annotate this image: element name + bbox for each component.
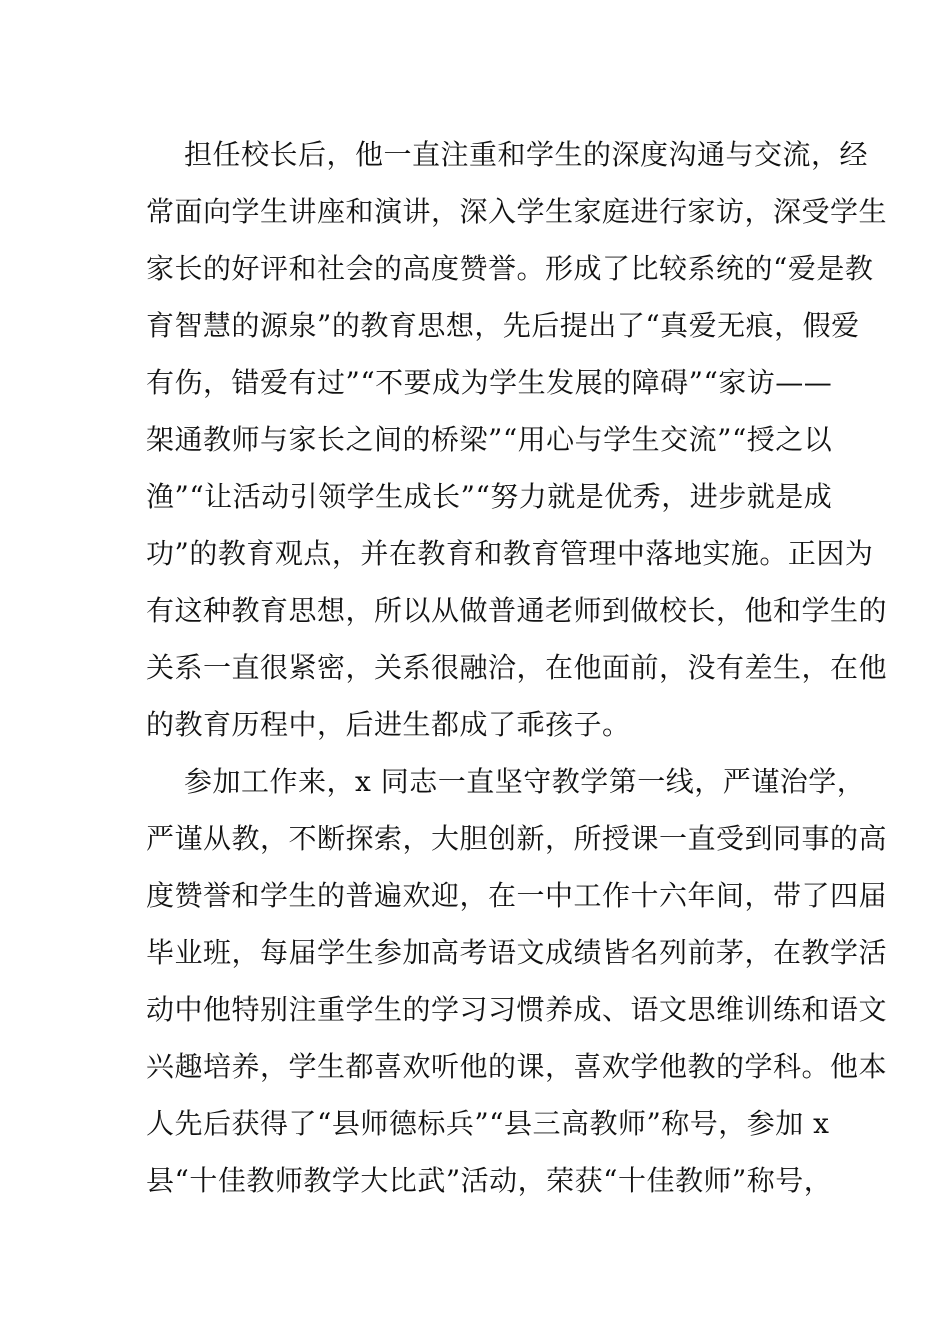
text-line: 严谨从教，不断探索，大胆创新，所授课一直受到同事的高 xyxy=(146,822,888,855)
text-line: 担任校长后，他一直注重和学生的深度沟通与交流，经 xyxy=(184,138,869,171)
paragraph xyxy=(146,753,888,1209)
text-line: 功”的教育观点，并在教育和教育管理中落地实施。正因为 xyxy=(146,537,874,570)
text-line: 的教育历程中，后进生都成了乖孩子。 xyxy=(146,708,631,741)
text-line: 有伤，错爱有过”“不要成为学生发展的障碍”“家访—— xyxy=(146,366,833,399)
text-line: 常面向学生讲座和演讲，深入学生家庭进行家访，深受学生 xyxy=(146,195,888,228)
text-line: 人先后获得了“县师德标兵”“县三高教师”称号，参加 x xyxy=(146,1107,830,1140)
text-line: 渔”“让活动引领学生成长”“努力就是优秀，进步就是成 xyxy=(146,480,833,513)
text-line: 兴趣培养，学生都喜欢听他的课，喜欢学他教的学科。他本 xyxy=(146,1050,888,1083)
text-line: 动中他特别注重学生的学习习惯养成、语文思维训练和语文 xyxy=(146,993,888,1026)
text-line: 度赞誉和学生的普遍欢迎，在一中工作十六年间，带了四届 xyxy=(146,879,888,912)
text-line: 家长的好评和社会的高度赞誉。形成了比较系统的“爱是教 xyxy=(146,252,874,285)
text-line: 毕业班，每届学生参加高考语文成绩皆名列前茅，在教学活 xyxy=(146,936,888,969)
text-line: 参加工作来，x 同志一直坚守教学第一线，严谨治学， xyxy=(184,765,866,798)
text-line: 关系一直很紧密，关系很融洽，在他面前，没有差生，在他 xyxy=(146,651,888,684)
text-line: 育智慧的源泉”的教育思想，先后提出了“真爱无痕，假爱 xyxy=(146,309,860,342)
document-body xyxy=(146,126,888,1209)
text-line: 架通教师与家长之间的桥梁”“用心与学生交流”“授之以 xyxy=(146,423,833,456)
paragraph xyxy=(146,126,888,753)
text-line: 县“十佳教师教学大比武”活动，荣获“十佳教师”称号， xyxy=(146,1164,833,1197)
text-line: 有这种教育思想，所以从做普通老师到做校长，他和学生的 xyxy=(146,594,888,627)
